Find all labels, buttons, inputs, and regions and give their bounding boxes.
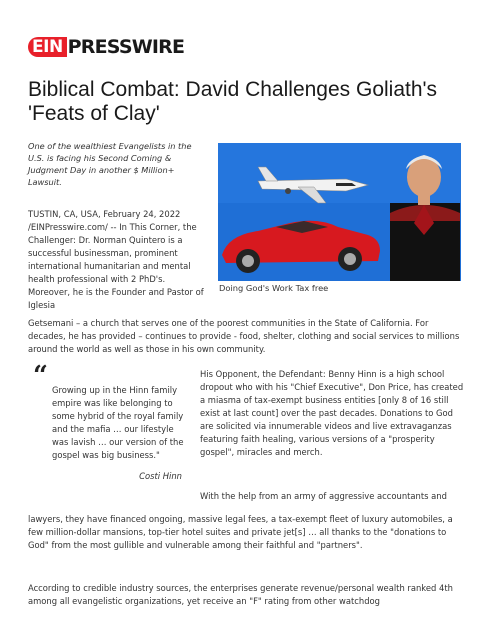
paragraph-opponent: His Opponent, the Defendant: Benny Hinn is a high school dropout who with his "Chief Executive", Don Price, has created a miasma of tax-exempt business entities [only 8 of 16 still exist at last count] over the past decades. Donations to God are solicited via innumerable videos and live extravaganzas featuring faith healing, various versions of a "prosperity gospel", miracles and merch.: [200, 369, 464, 457]
paragraph-sources: According to credible industry sources, the enterprises generate revenue/personal wealth ranked 4th among all evangelistic organizations, yet receive an "F" rating from other watchdog: [28, 583, 453, 606]
quote-author: Costi Hinn: [139, 471, 182, 481]
image-caption: Doing God's Work Tax free: [219, 283, 329, 293]
logo-badge: EIN: [28, 37, 67, 57]
dateline-paragraph: TUSTIN, CA, USA, February 24, 2022 /EINPresswire.com/ -- In This Corner, the Challenger: Dr. Norman Quintero is a successful businessman, prominent international humanitarian and mental health professional with 2 PhD's. Moreover, he is the Founder and Pastor of Iglesia: [28, 209, 204, 310]
lede: One of the wealthiest Evangelists in the U.S. is facing his Second Coming & Judgment Day in another $ Million+ Lawsuit.: [28, 141, 192, 187]
logo-wordmark: PRESSWIRE: [67, 36, 185, 58]
paragraph-church: Getsemani – a church that serves one of the poorest communities in the State of California. For decades, he has provided – continues to provide - food, shelter, clothing and social services to millions around the world as well as those in his own community.: [28, 318, 460, 354]
pull-quote: Growing up in the Hinn family empire was like belonging to some hybrid of the royal family and the mafia … our lifestyle was lavish … our version of the gospel was big business.": [52, 385, 184, 460]
paragraph-lawyers: lawyers, they have financed ongoing, massive legal fees, a tax-exempt fleet of luxury automobiles, a few million-dollar mansions, top-tier hotel suites and private jet[s] … all thanks to the "donations to God" from the most gullible and vulnerable among their faithful and "partners".: [28, 514, 453, 550]
quote-mark-icon: “: [33, 361, 48, 391]
paragraph-army-line: With the help from an army of aggressive accountants and: [200, 491, 447, 501]
article-image: [218, 143, 461, 281]
headline: Biblical Combat: David Challenges Goliath's 'Feats of Clay': [28, 78, 438, 125]
einpresswire-logo[interactable]: [28, 32, 184, 62]
